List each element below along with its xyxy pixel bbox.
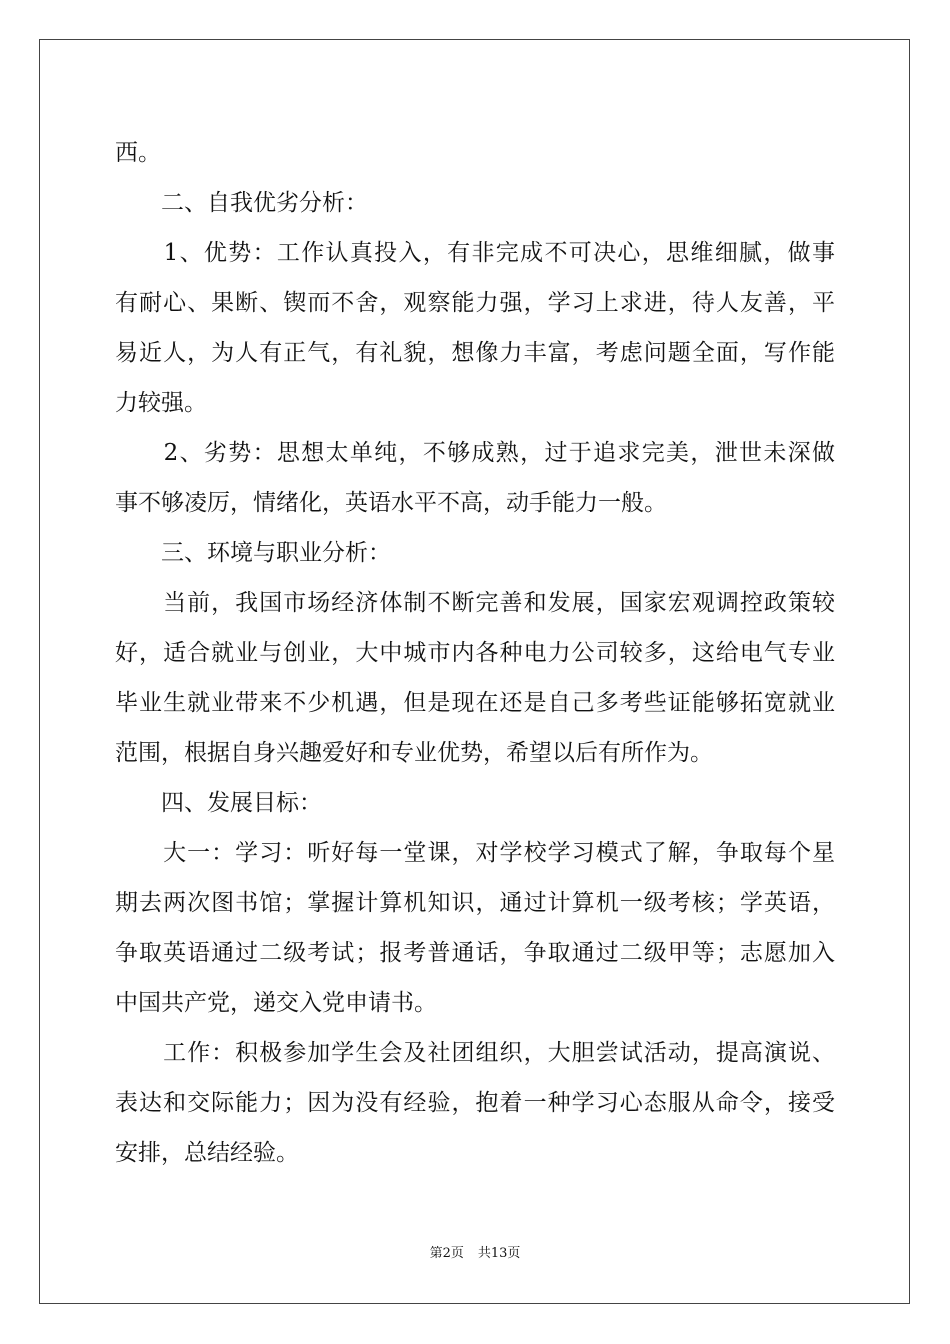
text-line: 期去两次图书馆；掌握计算机知识，通过计算机一级考核；学英语，: [115, 890, 835, 916]
text-line: 力较强。: [115, 390, 207, 416]
text-line: 大一：学习：听好每一堂课，对学校学习模式了解，争取每个星: [115, 840, 835, 866]
text-line: 1、优势：工作认真投入，有非完成不可决心，思维细腻，做事: [115, 240, 835, 266]
page-footer: [0, 1244, 950, 1264]
text-line: 好，适合就业与创业，大中城市内各种电力公司较多，这给电气专业: [115, 640, 835, 666]
text-line: 西。: [115, 140, 161, 166]
text-line: 中国共产党，递交入党申请书。: [115, 990, 437, 1016]
page-total: 共13页: [477, 1246, 521, 1261]
text-line: 范围，根据自身兴趣爱好和专业优势，希望以后有所作为。: [115, 740, 713, 766]
document-body: [115, 128, 835, 1178]
text-line: 毕业生就业带来不少机遇，但是现在还是自己多考些证能够拓宽就业: [115, 690, 835, 716]
text-line: 三、环境与职业分析：: [115, 540, 391, 566]
text-line: 四、发展目标：: [115, 790, 322, 816]
text-line: 当前，我国市场经济体制不断完善和发展，国家宏观调控政策较: [115, 590, 835, 616]
text-line: 安排，总结经验。: [115, 1140, 299, 1166]
text-line: 有耐心、果断、锲而不舍，观察能力强，学习上求进，待人友善，平: [115, 290, 835, 316]
text-line: 表达和交际能力；因为没有经验，抱着一种学习心态服从命令，接受: [115, 1090, 835, 1116]
text-line: 易近人，为人有正气，有礼貌，想像力丰富，考虑问题全面，写作能: [115, 340, 835, 366]
text-line: 争取英语通过二级考试；报考普通话，争取通过二级甲等；志愿加入: [115, 940, 835, 966]
text-line: 事不够凌厉，情绪化，英语水平不高，动手能力一般。: [115, 490, 667, 516]
text-line: 二、自我优劣分析：: [115, 190, 368, 216]
text-line: 2、劣势：思想太单纯，不够成熟，过于追求完美，泄世未深做: [115, 440, 835, 466]
text-line: 工作：积极参加学生会及社团组织，大胆尝试活动，提高演说、: [115, 1040, 835, 1066]
page-number: 第2页: [429, 1246, 464, 1261]
